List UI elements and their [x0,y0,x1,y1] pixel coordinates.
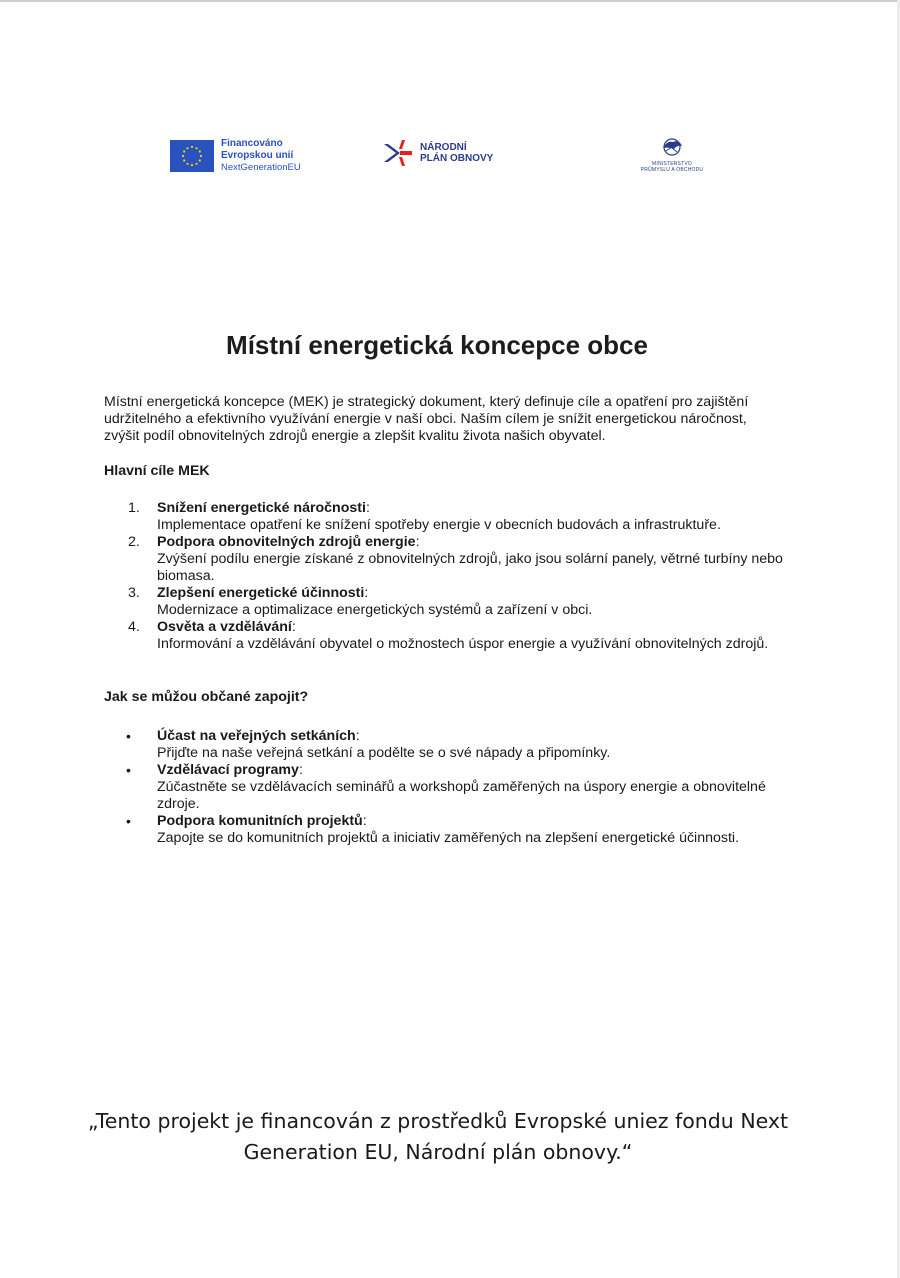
goal-title: Snížení energetické náročnosti [157,500,366,516]
funding-footer-quote: „Tento projekt je financován z prostředků Evropské uniez fondu Next Generation EU, Národní plán obnovy.“ [87,1109,789,1164]
involvement-heading: Jak se můžou občané zapojit? [104,689,309,705]
goal-title: Osvěta a vzdělávání [157,619,292,635]
goals-list [104,500,804,653]
goal-colon: : [415,534,420,550]
involvement-item [104,813,804,847]
goal-title: Podpora obnovitelných zdrojů energie [157,534,416,550]
eu-logo-text [221,138,301,174]
eu-star-icon [199,159,201,161]
goal-item [104,619,804,653]
goals-heading: Hlavní cíle MEK [104,463,210,479]
involvement-description: Zapojte se do komunitních projektů a iniciativ zaměřených na zlepšení energetické účinnosti. [157,830,740,846]
eu-star-icon [195,163,197,165]
goal-number: 3. [128,585,140,601]
eu-logo-line3: NextGenerationEU [221,162,301,173]
eu-star-icon [186,163,188,165]
involvement-colon: : [298,762,303,778]
eu-star-icon [199,150,201,152]
involvement-description: Zúčastněte se vzdělávacích seminářů a workshopů zaměřených na úspory energie a obnovitelné zdroje. [157,779,766,812]
eu-star-icon [182,155,184,157]
npo-logo-line2: PLÁN OBNOVY [420,153,494,164]
ministry-logo-line2: PRŮMYSLU A OBCHODU [640,167,704,173]
goal-item [104,585,804,619]
eu-star-icon [195,147,197,149]
eu-logo-line2: Evropskou unií [221,150,294,161]
goal-description: Informování a vzdělávání obyvatel o možnostech úspor energie a využívání obnovitelných zdrojů. [157,636,769,652]
document-title: Místní energetická koncepce obce [226,330,648,360]
npo-logo-line1: NÁRODNÍ [420,142,467,153]
ministry-lion-emblem-icon [657,136,687,156]
goal-description: Modernizace a optimalizace energetických systémů a zařízení v obci. [157,602,593,618]
eu-flag-icon [170,140,214,172]
involvement-colon: : [362,813,367,829]
goal-colon: : [291,619,296,635]
involvement-title: Vzdělávací programy [157,762,299,778]
goal-title: Zlepšení energetické účinnosti [157,585,365,601]
eu-star-icon [200,155,202,157]
goal-number: 1. [128,500,140,516]
narodni-plan-obnovy-logo [382,138,493,168]
involvement-title: Podpora komunitních projektů [157,813,363,829]
goal-number: 2. [128,534,140,550]
goal-description: Zvýšení podílu energie získané z obnovitelných zdrojů, jako jsou solární panely, větrné turbíny nebo biomasa. [157,551,783,584]
ministry-logo-text [632,161,712,173]
involvement-item [104,762,804,813]
goal-item [104,534,804,585]
eu-funding-logo [170,138,301,174]
goal-item [104,500,804,534]
intro-paragraph: Místní energetická koncepce (MEK) je strategický dokument, který definuje cíle a opatření pro zajištění udržitelného a efektivního využívání energie v naší obci. Naším cílem je snížit energetickou náročnost, zvýšit podíl obnovitelných zdrojů energie a zlepšit kvalitu života našich obyvatel. [104,394,749,444]
bullet-icon: • [126,813,131,829]
bullet-icon: • [126,762,131,778]
eu-logo-line1: Financováno [221,138,283,149]
eu-star-icon [183,159,185,161]
ministry-logo-line1: MINISTERSTVO [652,161,692,167]
bullet-icon: • [126,728,131,744]
npo-arrows-icon [382,138,416,168]
npo-logo-text [420,142,493,164]
goal-colon: : [364,585,369,601]
involvement-title: Účast na veřejných setkáních [157,728,356,744]
goal-number: 4. [128,619,140,635]
involvement-description: Přijďte na naše veřejná setkání a podělte se o své nápady a připomínky. [157,745,611,761]
eu-star-icon [183,150,185,152]
involvement-list [104,728,804,847]
page-top-edge [0,0,900,2]
eu-star-icon [186,147,188,149]
ministry-logo [632,136,712,173]
goal-colon: : [365,500,370,516]
involvement-colon: : [355,728,360,744]
involvement-item [104,728,804,762]
goal-description: Implementace opatření ke snížení spotřeby energie v obecních budovách a infrastruktuře. [157,517,721,533]
eu-star-icon [191,164,193,166]
eu-star-icon [191,146,193,148]
